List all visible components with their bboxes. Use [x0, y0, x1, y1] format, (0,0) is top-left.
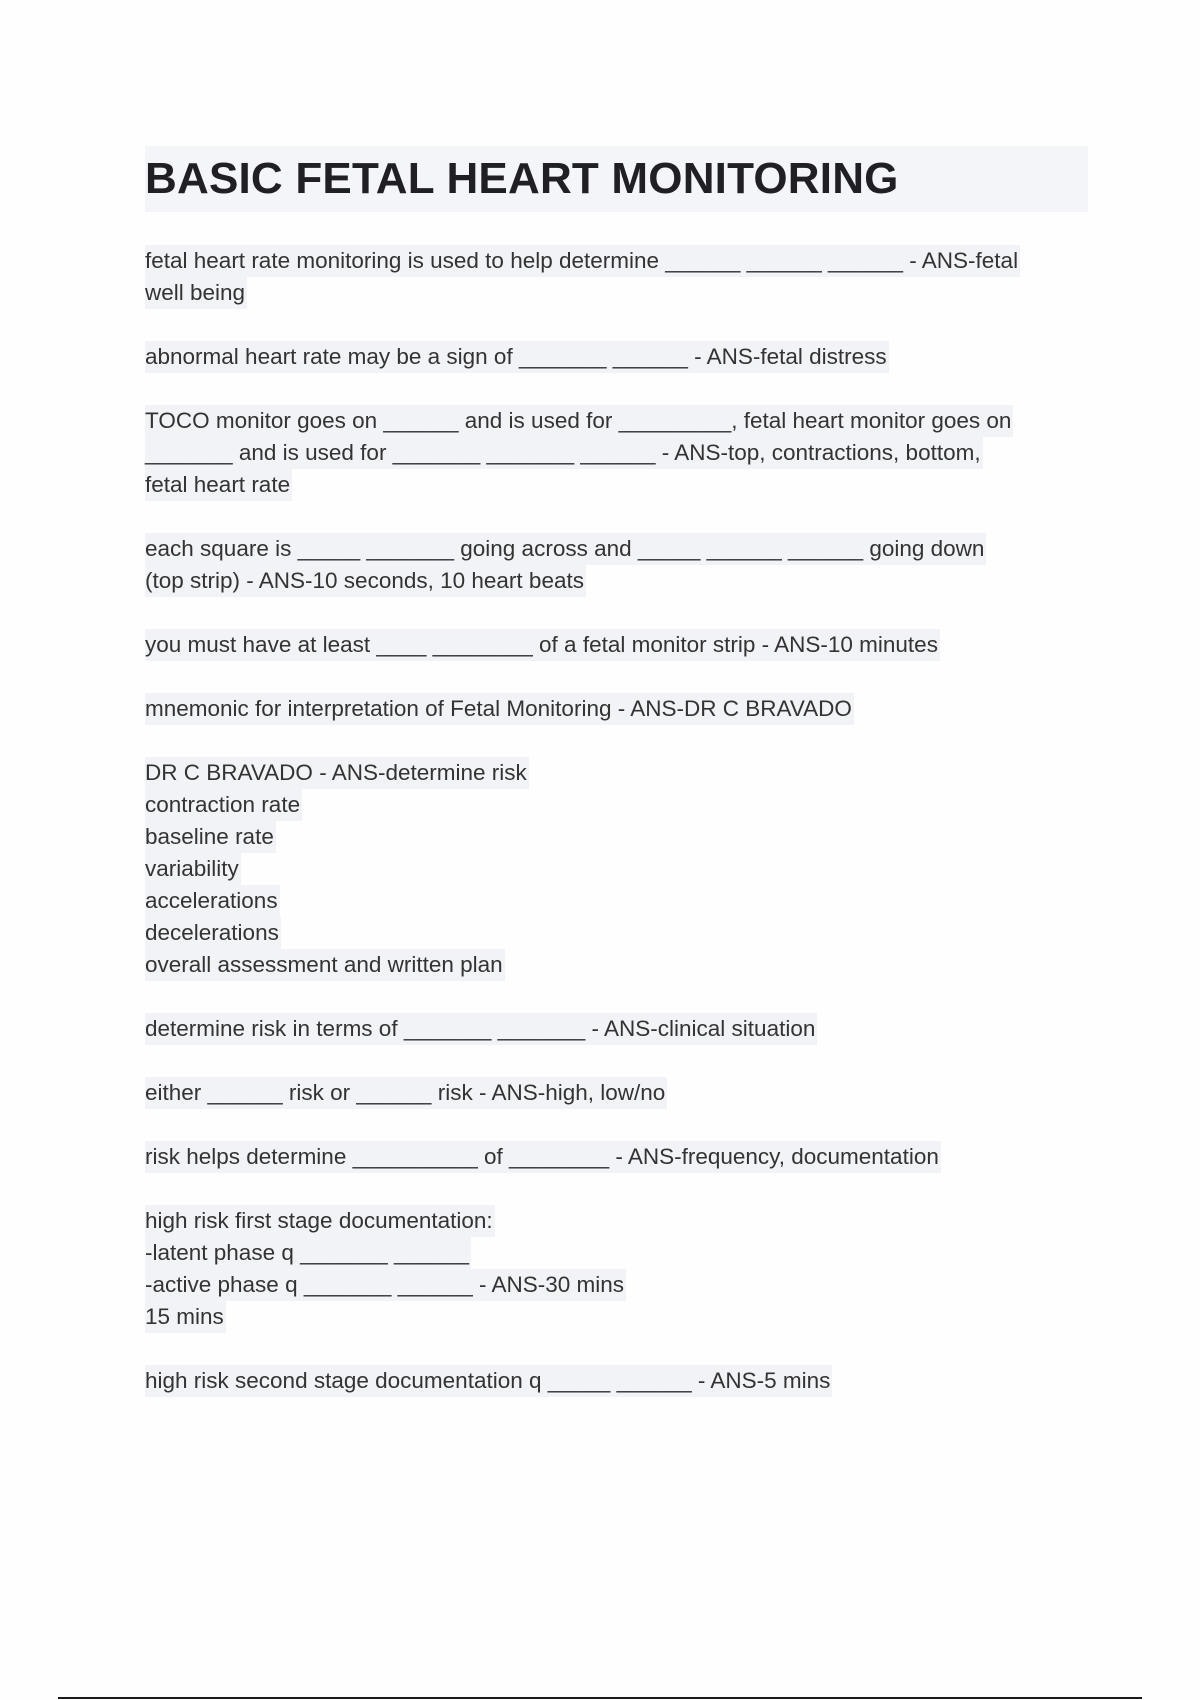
text-line-row [145, 949, 1090, 981]
text-line-row [145, 533, 1090, 565]
text-line: decelerations [145, 917, 281, 949]
text-line: -latent phase q _______ ______ [145, 1237, 471, 1269]
text-line-row [145, 277, 1090, 309]
text-line: baseline rate [145, 821, 276, 853]
text-line-row [145, 469, 1090, 501]
flashcard-item [145, 629, 1090, 661]
text-line-row [145, 245, 1090, 277]
text-line: fetal heart rate [145, 469, 292, 501]
text-line: well being [145, 277, 247, 309]
text-line-row [145, 853, 1090, 885]
text-line-row [145, 1301, 1090, 1333]
text-line-row [145, 629, 1090, 661]
text-line-row [145, 1269, 1090, 1301]
text-line-row [145, 565, 1090, 597]
text-line: you must have at least ____ ________ of a fetal monitor strip - ANS-10 minutes [145, 629, 940, 661]
text-line: DR C BRAVADO - ANS-determine risk [145, 757, 529, 789]
flashcard-item [145, 1205, 1090, 1333]
text-line: _______ and is used for _______ _______ ______ - ANS-top, contractions, bottom, [145, 437, 983, 469]
flashcard-list [145, 245, 1090, 1429]
text-line: -active phase q _______ ______ - ANS-30 mins [145, 1269, 626, 1301]
text-line: contraction rate [145, 789, 302, 821]
text-line-row [145, 1205, 1090, 1237]
flashcard-item [145, 1141, 1090, 1173]
text-line: (top strip) - ANS-10 seconds, 10 heart beats [145, 565, 586, 597]
flashcard-item [145, 1365, 1090, 1397]
text-line: accelerations [145, 885, 280, 917]
flashcard-item [145, 757, 1090, 981]
text-line: each square is _____ _______ going across and _____ ______ ______ going down [145, 533, 986, 565]
text-line: determine risk in terms of _______ _______ - ANS-clinical situation [145, 1013, 817, 1045]
flashcard-item [145, 405, 1090, 501]
page-title: BASIC FETAL HEART MONITORING [145, 154, 899, 203]
page-bottom-rule [58, 1697, 1142, 1699]
flashcard-item [145, 1077, 1090, 1109]
text-line-row [145, 757, 1090, 789]
text-line-row [145, 821, 1090, 853]
text-line-row [145, 1077, 1090, 1109]
text-line-row [145, 1365, 1090, 1397]
text-line: risk helps determine __________ of ________ - ANS-frequency, documentation [145, 1141, 941, 1173]
text-line-row [145, 1013, 1090, 1045]
text-line-row [145, 693, 1090, 725]
flashcard-item [145, 533, 1090, 597]
text-line-row [145, 341, 1090, 373]
text-line-row [145, 1237, 1090, 1269]
text-line-row [145, 789, 1090, 821]
text-line: abnormal heart rate may be a sign of _______ ______ - ANS-fetal distress [145, 341, 889, 373]
text-line-row [145, 885, 1090, 917]
text-line: high risk second stage documentation q _____ ______ - ANS-5 mins [145, 1365, 832, 1397]
text-line: high risk first stage documentation: [145, 1205, 495, 1237]
text-line: mnemonic for interpretation of Fetal Monitoring - ANS-DR C BRAVADO [145, 693, 854, 725]
text-line: variability [145, 853, 241, 885]
text-line: either ______ risk or ______ risk - ANS-high, low/no [145, 1077, 667, 1109]
text-line: TOCO monitor goes on ______ and is used for _________, fetal heart monitor goes on [145, 405, 1013, 437]
flashcard-item [145, 245, 1090, 309]
flashcard-item [145, 693, 1090, 725]
text-line-row [145, 917, 1090, 949]
flashcard-item [145, 341, 1090, 373]
text-line-row [145, 1141, 1090, 1173]
text-line: overall assessment and written plan [145, 949, 505, 981]
flashcard-item [145, 1013, 1090, 1045]
text-line: 15 mins [145, 1301, 226, 1333]
title-highlight [145, 146, 1088, 212]
text-line-row [145, 437, 1090, 469]
text-line-row [145, 405, 1090, 437]
text-line: fetal heart rate monitoring is used to help determine ______ ______ ______ - ANS-fetal [145, 245, 1020, 277]
